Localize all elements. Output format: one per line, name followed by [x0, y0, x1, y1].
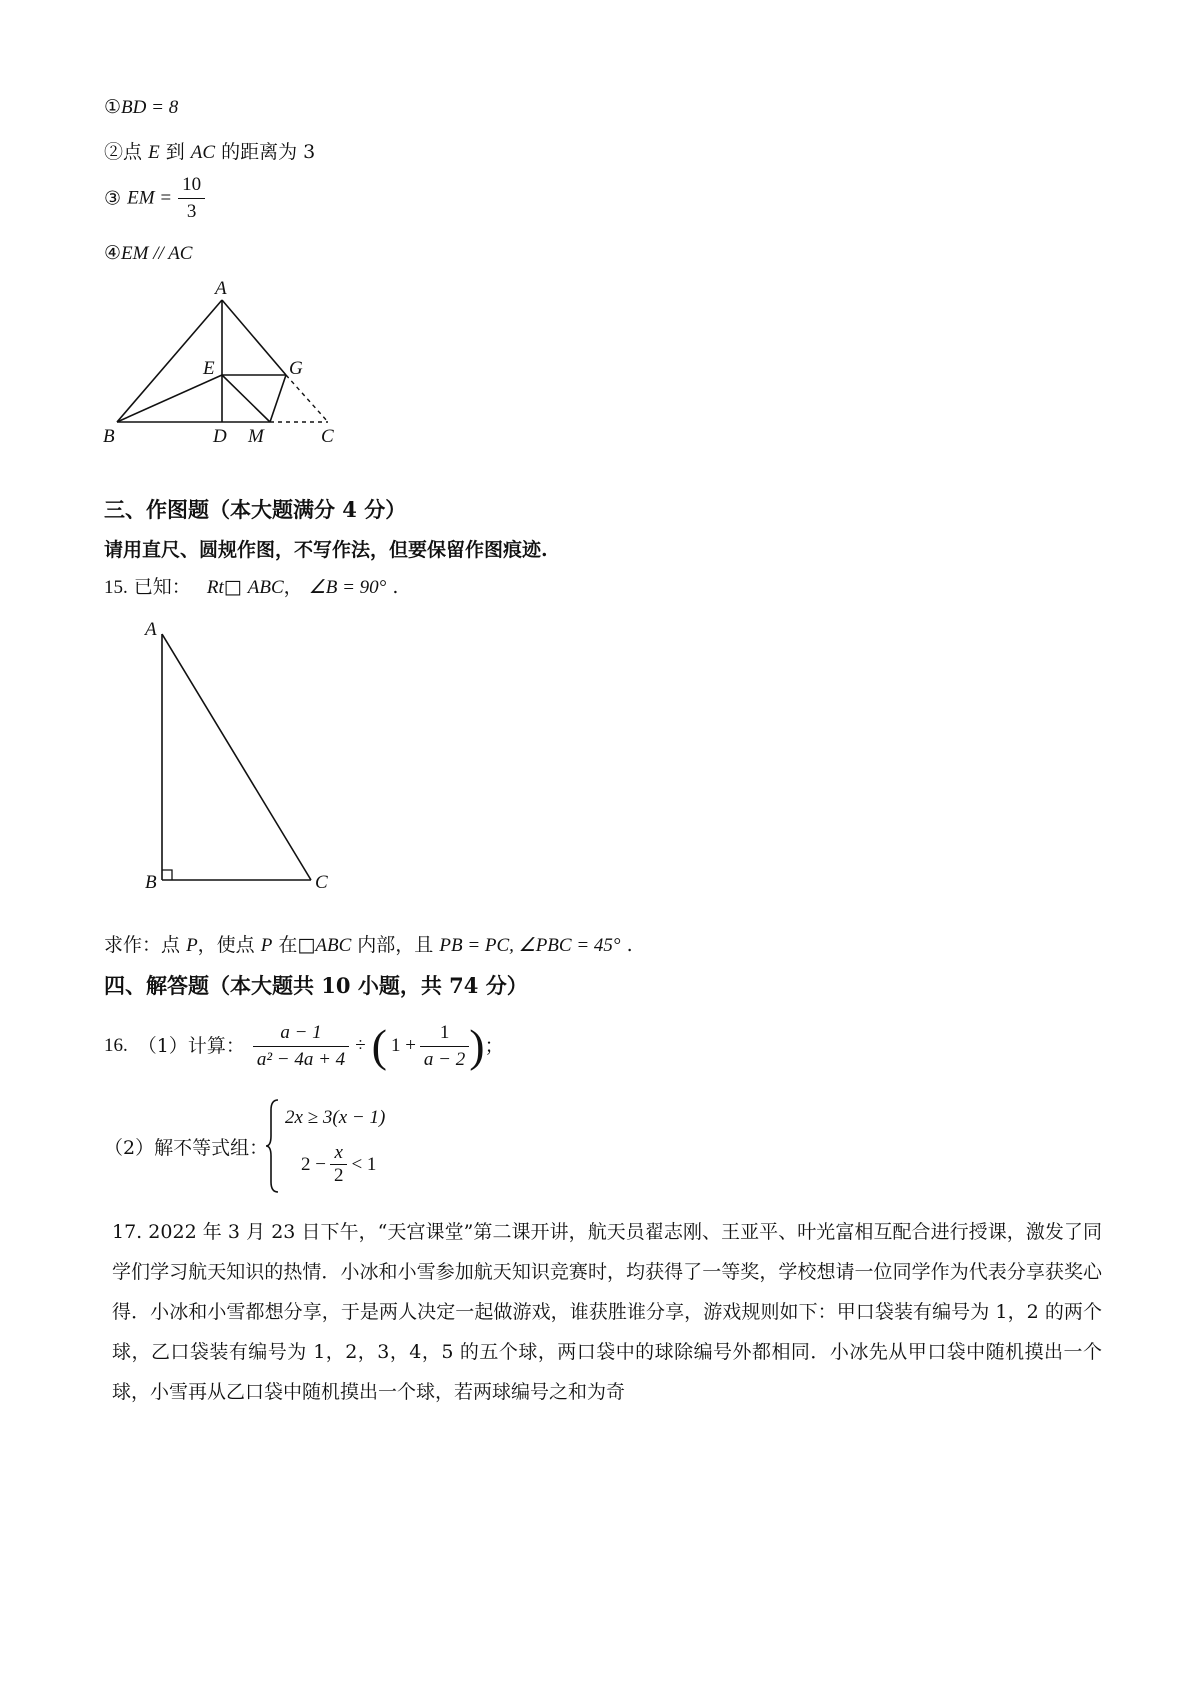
q16-fraction-2-denominator: a − 2: [423, 1048, 466, 1070]
q15-comma: ，: [283, 576, 303, 598]
fig1-label-m: M: [248, 426, 264, 447]
q16-part1-label: （1）计算：: [137, 1035, 245, 1057]
q15-task-mid2: 在: [278, 934, 298, 956]
q15-task-p: P: [186, 935, 198, 956]
figure-1-triangle: [95, 275, 355, 450]
q15-task-p2: P: [260, 935, 273, 956]
q16-part2-label: （2）解不等式组：: [104, 1137, 269, 1159]
q16-one-plus: 1 +: [390, 1035, 416, 1056]
q15-angle: ∠B = 90°: [308, 577, 387, 598]
option-2-prefix: ②点: [104, 141, 143, 163]
q16-fraction-2: [420, 1020, 469, 1073]
q15-number: 15.: [104, 577, 128, 598]
fig1-label-e: E: [203, 358, 215, 379]
question-15-task: [104, 933, 633, 958]
section-3-heading: 三、作图题（本大题满分 4 分）: [104, 497, 407, 522]
fig1-label-c: C: [321, 426, 334, 447]
option-2-ac: AC: [190, 142, 216, 163]
fig1-label-a: A: [215, 278, 227, 299]
option-2-suffix: 的距离为 3: [221, 141, 316, 163]
q15-task-condition: PB = PC, ∠PBC = 45°: [439, 935, 621, 956]
fig1-label-b: B: [103, 426, 115, 447]
q16-ineq2-left: 2 −: [301, 1153, 326, 1175]
fig2-label-c: C: [315, 872, 328, 893]
q15-triangle-box: □: [223, 576, 242, 598]
q16-number: 16.: [104, 1035, 128, 1056]
q15-period: .: [392, 576, 399, 598]
q15-task-mid1: ，使点: [197, 934, 255, 956]
left-brace-icon: [265, 1098, 281, 1194]
q15-task-prefix: 求作：点: [104, 934, 181, 956]
section-3-instruction: 请用直尺、圆规作图，不写作法，但要保留作图痕迹.: [104, 539, 548, 561]
option-4-expr: EM // AC: [121, 243, 193, 264]
option-3-lhs: EM =: [127, 187, 173, 209]
q16-ineq2-right: < 1: [351, 1153, 377, 1175]
section-4-heading: 四、解答题（本大题共 10 小题，共 74 分）: [104, 973, 528, 998]
q16-fraction-2-numerator: 1: [420, 1020, 469, 1047]
q16-part1-end: ；: [484, 1035, 504, 1057]
option-4-prefix: ④: [104, 242, 122, 264]
q16-ineq2-fraction: [330, 1142, 348, 1187]
question-16-part-1: [104, 1018, 504, 1074]
option-3: [104, 172, 205, 225]
figure-2-right-triangle: [135, 612, 350, 897]
q16-ineq2-numerator: x: [330, 1142, 348, 1165]
q15-rt: Rt: [206, 577, 224, 598]
question-15-given: [104, 575, 398, 600]
q16-right-paren: ): [469, 1020, 485, 1071]
fig2-label-a: A: [145, 619, 157, 640]
q15-abc: ABC: [247, 577, 284, 598]
q16-ineq2-denominator: 2: [333, 1165, 344, 1186]
option-2-point-e: E: [148, 142, 160, 163]
q16-left-paren: (: [371, 1020, 387, 1071]
option-3-denominator: 3: [186, 201, 197, 222]
q16-fraction-1-numerator: a − 1: [253, 1020, 349, 1047]
option-1: [104, 95, 178, 120]
q16-fraction-1: [253, 1020, 349, 1073]
question-17-text: 17. 2022 年 3 月 23 日下午，“天宫课堂”第二课开讲，航天员翟志刚、王亚平、叶光富相互配合进行授课，激发了同学们学习航天知识的热情．小冰和小雪参加航天知识竞赛时，均获得了一等奖，学校想请一位同学作为代表分享获奖心得．小冰和小雪都想分享，于是两人决定一起做游戏，谁获胜谁分享，游戏规则如下：甲口袋装有编号为 1，2 的两个球，乙口袋装有编号为 1，2，3，4，5 的五个球，两口袋中的球除编号外都相同．小冰先从甲口袋中随机摸出一个球，小雪再从乙口袋中随机摸出一个球，若两球编号之和为奇: [112, 1221, 1102, 1403]
q15-task-end: .: [626, 934, 633, 956]
option-1-expr: BD = 8: [121, 97, 179, 118]
fig2-label-b: B: [145, 872, 157, 893]
option-2-mid: 到: [165, 141, 185, 163]
option-1-prefix: ①: [104, 96, 122, 118]
q16-inequality-system: [265, 1098, 445, 1194]
fig1-label-g: G: [289, 358, 303, 379]
q16-inequality-2: [301, 1142, 376, 1187]
q15-given-label: 已知：: [133, 576, 191, 598]
option-4: [104, 241, 192, 266]
option-3-numerator: 10: [178, 172, 205, 199]
q15-task-mid3: 内部，且: [357, 934, 434, 956]
option-3-prefix: ③: [104, 187, 122, 210]
q16-divide: ÷: [355, 1035, 366, 1056]
option-2: [104, 140, 315, 165]
q16-inequality-1: 2x ≥ 3(x − 1): [285, 1107, 386, 1128]
option-3-fraction: [178, 172, 205, 225]
fig1-label-d: D: [213, 426, 227, 447]
q15-task-box: □: [297, 934, 316, 956]
q16-fraction-1-denominator: a² − 4a + 4: [256, 1048, 346, 1070]
q15-task-abc: ABC: [315, 935, 352, 956]
